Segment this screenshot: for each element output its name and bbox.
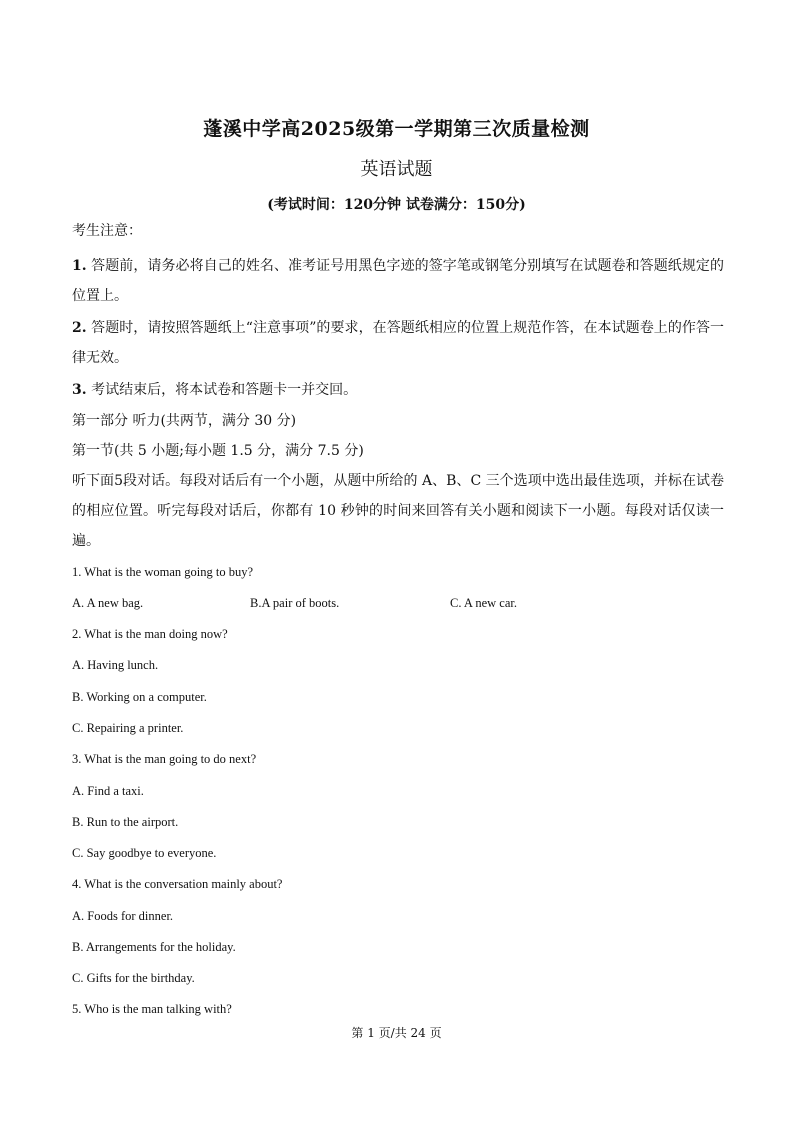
page-footer: 第 1 页/共 24 页 — [351, 1026, 442, 1040]
notice-item-1-text: 答题前，请务必将自己的姓名、准考证号用黑色字迹的签字笔或钢笔分别填写在试题卷和答题纸规定的位置上。 — [72, 258, 724, 304]
notice-heading: 考生注意： — [72, 223, 142, 239]
notice-item-1 — [72, 251, 724, 311]
question-3-stem: 3. What is the man going to do next? — [72, 752, 257, 766]
notice-item-3-text: 考试结束后，将本试卷和答题卡一并交回。 — [91, 382, 358, 398]
section-part: 第一部分 听力(共两节，满分 30 分) — [72, 413, 297, 429]
notice-item-2-number: 2. — [72, 320, 87, 336]
question-3-option-a: A. Find a taxi. — [72, 784, 144, 798]
question-5-stem: 5. Who is the man talking with? — [72, 1002, 232, 1016]
question-3-option-b: B. Run to the airport. — [72, 815, 179, 829]
question-2-stem: 2. What is the man doing now? — [72, 627, 228, 641]
question-2-option-c: C. Repairing a printer. — [72, 721, 184, 735]
page-subtitle: 英语试题 — [360, 159, 433, 180]
question-4-option-a: A. Foods for dinner. — [72, 909, 174, 923]
notice-item-1-number: 1. — [72, 258, 87, 274]
question-1-option-b: B.A pair of boots. — [250, 596, 340, 610]
question-3-option-c: C. Say goodbye to everyone. — [72, 846, 217, 860]
section-instructions: 听下面5段对话。每段对话后有一个小题，从题中所给的 A、B、C 三个选项中选出最佳选项，并标在试卷的相应位置。听完每段对话后，你都有 10 秒钟的时间来回答有关小题和阅读下一小题。每段对话仅读一遍。 — [72, 473, 724, 549]
question-4-option-c: C. Gifts for the birthday. — [72, 971, 195, 985]
notice-item-2-text: 答题时，请按照答题纸上“注意事项”的要求，在答题纸相应的位置上规范作答，在本试题卷上的作答一律无效。 — [72, 320, 725, 366]
question-2-option-a: A. Having lunch. — [72, 658, 159, 672]
question-4-stem: 4. What is the conversation mainly about? — [72, 877, 283, 891]
notice-item-3-number: 3. — [72, 382, 87, 398]
exam-meta: (考试时间：120分钟 试卷满分：150分) — [267, 197, 526, 213]
page-title: 蓬溪中学高2025级第一学期第三次质量检测 — [203, 118, 590, 140]
question-1-stem: 1. What is the woman going to buy? — [72, 565, 253, 579]
notice-item-2 — [72, 313, 724, 373]
question-4-option-b: B. Arrangements for the holiday. — [72, 940, 236, 954]
question-1-option-a: A. A new bag. — [72, 596, 144, 610]
question-2-option-b: B. Working on a computer. — [72, 690, 207, 704]
question-1-option-c: C. A new car. — [450, 596, 518, 610]
section-sub: 第一节(共 5 小题;每小题 1.5 分，满分 7.5 分) — [72, 443, 364, 459]
notice-item-3 — [72, 375, 357, 405]
